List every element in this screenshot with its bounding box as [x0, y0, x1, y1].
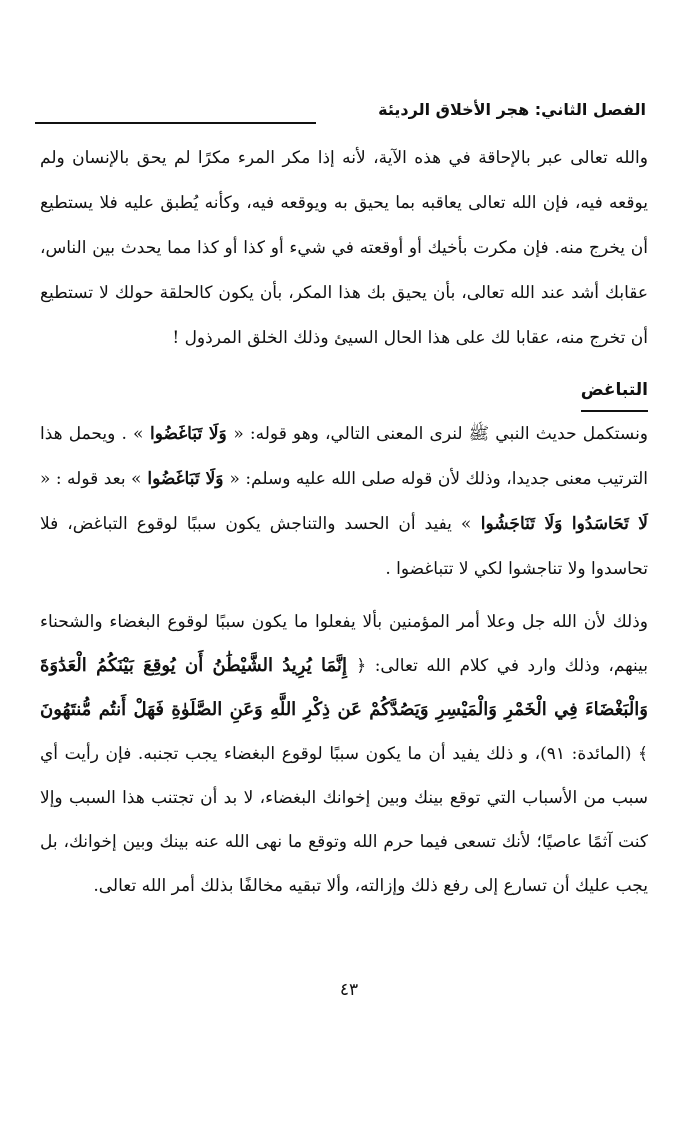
paragraph-2-text-1: ونستكمل حديث النبي ﷺ لنرى المعنى التالي، وهو قوله: « — [233, 424, 649, 444]
hadith-quote-3: لَا تَحَاسَدُوا وَلَا تَنَاجَشُوا — [471, 514, 649, 534]
section-heading: التباغض — [581, 370, 648, 412]
hadith-quote-2: وَلَا تَبَاغَضُوا — [141, 469, 230, 489]
paragraph-2 — [40, 412, 648, 592]
header-rule — [35, 122, 316, 124]
paragraph-2-text-4: » يفيد أن الحسد والتناجش يكون سببًا لوقوع التباغض، فلا تحاسدوا ولا تناجشوا لكي لا تتباغضوا . — [40, 514, 648, 579]
paragraph-2-text-2: » . ويحمل هذا الترتيب معنى جديدا، وذلك لأن قوله صلى الله عليه وسلم: « — [40, 424, 649, 489]
paragraph-3 — [40, 600, 648, 960]
paragraph-3-text-2: ﴾ (المائدة: ٩١)، و ذلك يفيد أن ما يكون سببًا لوقوع البغضاء يجب تجنبه. فإن رأيت أي سبب من الأسباب التي توقع بينك وبين إخوانك البغضاء، لا بد أن تجتنب هذا السبب وإلا كنت آثمًا عاصيًا؛ لأنك تسعى فيما حرم الله وتوقع ما نهى الله عنه بينك وبين إخوانك، بل يجب عليك أن تسارع إلى رفع ذلك وإزالته، وألا تبقيه مخالفًا بذلك أمر الله تعالى. — [40, 744, 648, 896]
paragraph-2-text-3: » بعد قوله : « — [40, 469, 142, 489]
hadith-quote-1: وَلَا تَبَاغَضُوا — [143, 424, 234, 444]
page-number: ٤٣ — [339, 980, 359, 1000]
quran-verse: إِنَّمَا يُرِيدُ الشَّيْطَٰنُ أَن يُوقِعَ بَيْنَكُمُ الْعَدَٰوَةَ وَالْبَغْضَاءَ فِي الْخَمْرِ وَالْمَيْسِرِ وَيَصُدَّكُمْ عَن ذِكْرِ اللَّهِ وَعَنِ الصَّلَوٰةِ فَهَلْ أَنتُم مُّنتَهُونَ — [40, 655, 648, 720]
paragraph-3-text-1: وذلك لأن الله جل وعلا أمر المؤمنين بألا يفعلوا ما يكون سببًا لوقوع البغضاء والشحناء بينهم، وذلك وارد في كلام الله تعالى: ﴿ — [40, 612, 649, 676]
chapter-title: الفصل الثاني: هجر الأخلاق الرديئة — [378, 100, 646, 119]
running-header — [35, 96, 646, 130]
paragraph-1: والله تعالى عبر بالإحاقة في هذه الآية، لأنه إذا مكر المرء مكرًا لم يحق بالإنسان ولم يوقعه فيه، فإن الله تعالى يعاقبه بما يحيق به ويوقعه فيه، وكأنه يُطبق عليه فلا يستطيع أن يخرج منه. فإن مكرت بأخيك أو أوقعته في شيء أو كذا أو كذا مما يحدث بين الناس، عقابك أشد عند الله تعالى، بأن يحيق بك هذا المكر، بأن يكون كالحلقة حولك لا تستطيع أن تخرج منه، عقابا لك على هذا الحال السيئ وذلك الخلق المرذول ! — [40, 148, 648, 348]
